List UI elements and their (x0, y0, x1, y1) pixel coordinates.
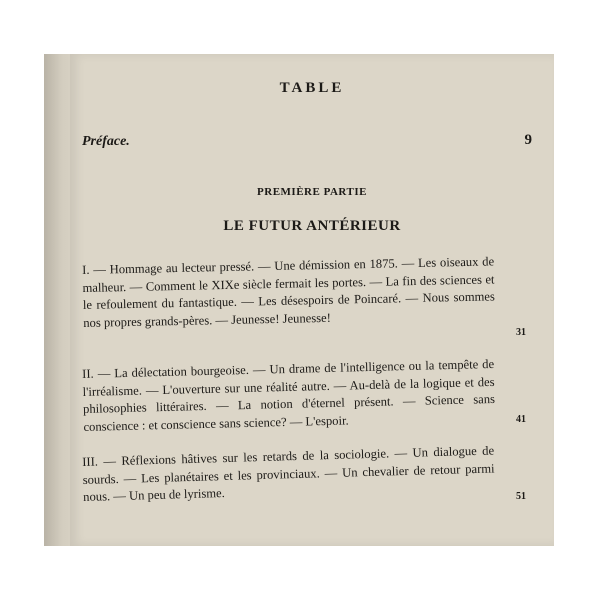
part-label: PREMIÈRE PARTIE (257, 186, 367, 198)
page-title: TABLE (279, 80, 345, 96)
toc-entry-3-page: 51 (516, 491, 526, 502)
preface-page-number: 9 (524, 132, 532, 148)
toc-entry-2-page: 41 (516, 414, 526, 425)
toc-entry-1: I. — Hommage au lecteur pressé. — Une démission en 1875. — Les oiseaux de malheur. — Comment le XIXe siècle fermait les portes. — La fin des sciences et le refoulement du fantastique. — Les désespoirs de Poincaré. — Nous sommes nos propres grands-pères. — Jeunesse! Jeunesse! (82, 254, 495, 330)
toc-entry-2: II. — La délectation bourgeoise. — Un drame de l'intelligence ou la tempête de l'irréalisme. — L'ouverture sur une réalité autre. — Au-delà de la logique et des philosophies littéraires. — La notion d'éternel présent. — Science sans conscience : et conscience sans science? — L'espoir. (82, 356, 496, 434)
toc-entry-3: III. — Réflexions hâtives sur les retards de la sociologie. — Un dialogue de sourds. — Les planétaires et les provinciaux. — Un chevalier de retour parmi nous. — Un peu de lyrisme. (82, 443, 495, 504)
toc-entry-1-page: 31 (516, 327, 526, 338)
preface-label: Préface. (82, 134, 130, 149)
part-title: LE FUTUR ANTÉRIEUR (223, 218, 401, 234)
book-page (70, 54, 554, 546)
